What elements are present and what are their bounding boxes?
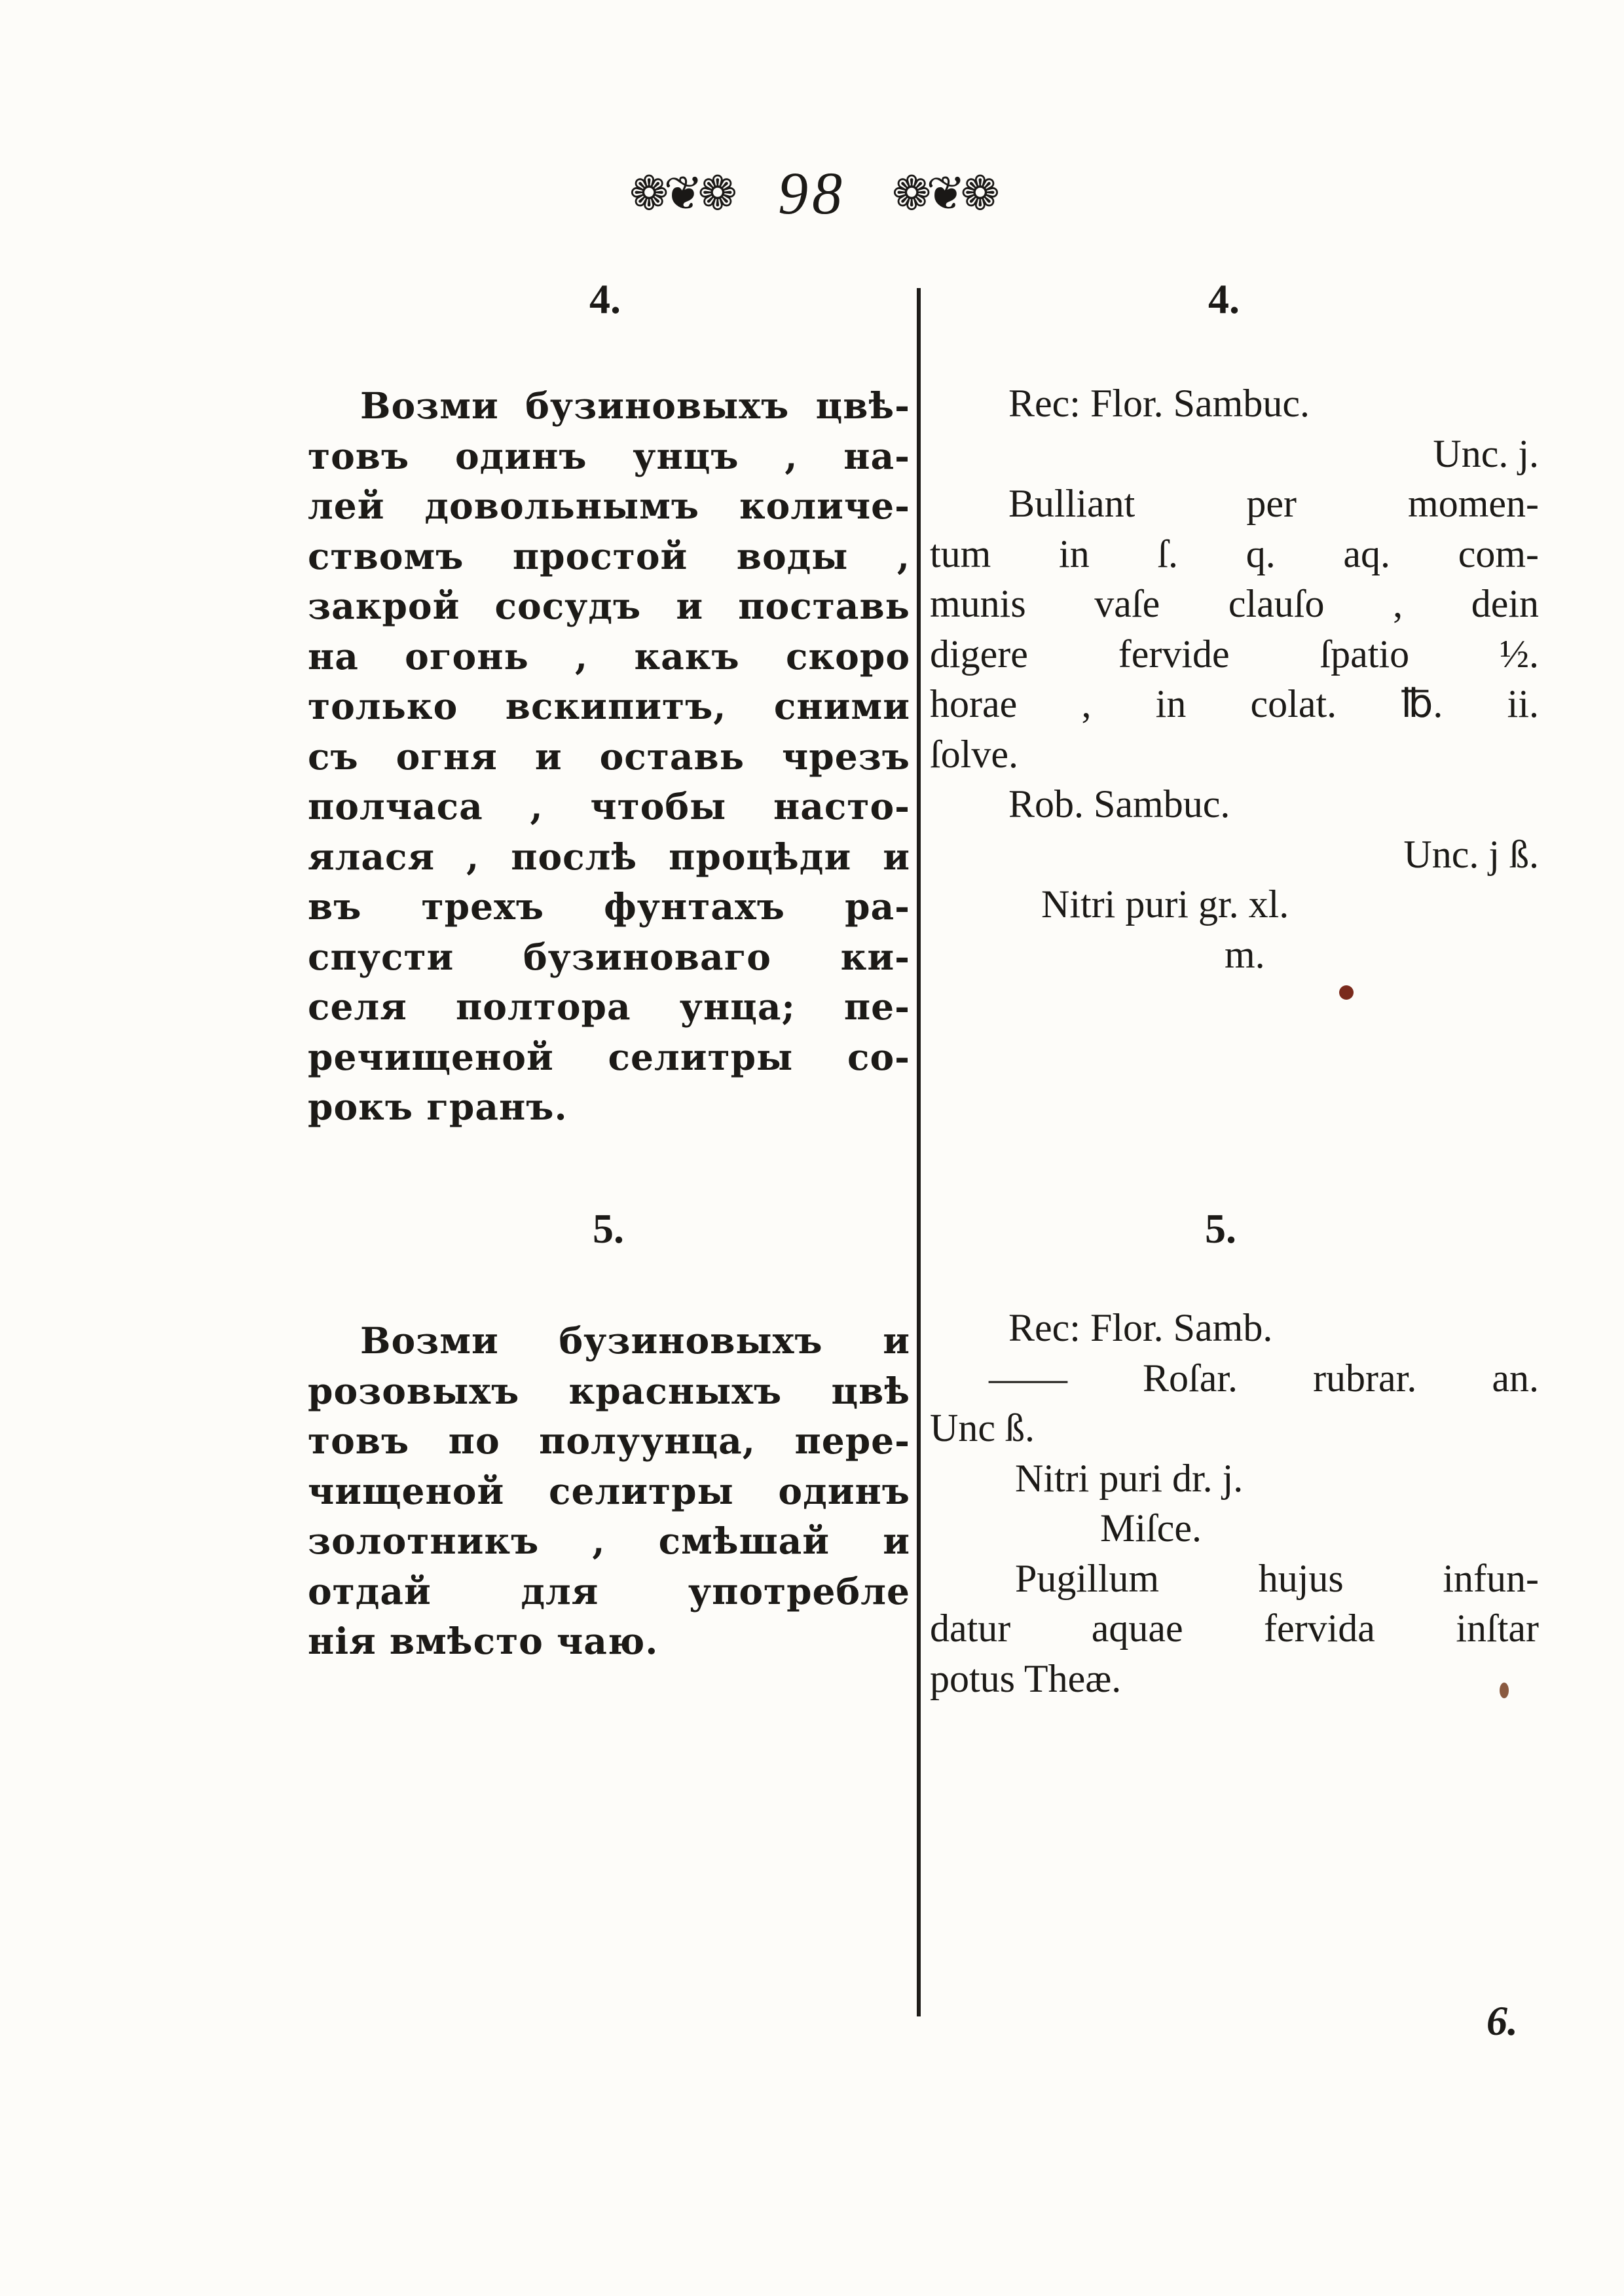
text-line: ſolve.: [930, 732, 1018, 776]
text-line: potus Theæ.: [930, 1656, 1122, 1700]
text-line: полчаса , чтобы насто-: [308, 785, 910, 828]
text-line: Bulliant per momen-: [1008, 482, 1539, 525]
text-line: Pugillum hujus infun-: [1015, 1556, 1539, 1600]
text-line: tum in ſ. q. aq. com-: [930, 532, 1539, 575]
text-line: речищеной селитры со-: [308, 1035, 910, 1078]
text-line: Возми бузиновыхъ и: [360, 1319, 910, 1362]
text-line: Возми бузиновыхъ цвѣ-: [360, 384, 910, 427]
text-line: рокъ гранъ.: [308, 1085, 568, 1128]
text-line: отдай для употребле: [308, 1569, 910, 1613]
text-line: лей довольнымъ количе-: [308, 484, 910, 527]
text-line: horae , in colat. ℔. ii.: [930, 682, 1539, 725]
text-line: только вскипитъ, сними: [308, 685, 910, 727]
text-line: datur aquae fervida inſtar: [930, 1607, 1539, 1650]
text-line: Rob. Sambuc.: [1008, 782, 1230, 826]
text-line: Unc ß.: [930, 1406, 1035, 1449]
right-section-5-number: 5.: [1205, 1205, 1236, 1252]
page-header: [0, 154, 1624, 232]
right-section-5-text: [930, 1303, 1539, 1704]
text-line: чищеной селитры одинъ: [308, 1469, 910, 1512]
text-line: товъ по полуунца, пере-: [308, 1419, 910, 1462]
text-line: розовыхъ красныхъ цвѣ: [308, 1369, 910, 1412]
ink-spot: [1500, 1683, 1509, 1698]
catchword: 6.: [1486, 1997, 1518, 2044]
text-line: —— Roſar. rubrar. an.: [989, 1356, 1539, 1400]
left-section-5-number: 5.: [593, 1205, 624, 1252]
page-number: 98: [778, 160, 846, 227]
column-divider: [917, 288, 921, 2016]
text-line: m.: [1225, 932, 1265, 976]
left-section-4-text: [308, 381, 910, 1133]
ornament-left-icon: ❁❦❁: [629, 166, 732, 221]
text-line: нія вмѣсто чаю.: [308, 1620, 659, 1662]
text-line: Unc. j ß.: [1403, 832, 1539, 876]
text-line: на огонь , какъ скоро: [308, 634, 910, 678]
text-line: ствомъ простой воды ,: [308, 534, 910, 577]
left-section-4-number: 4.: [589, 276, 621, 322]
ink-spot: [1339, 985, 1354, 1000]
left-section-5-text: [308, 1316, 910, 1667]
text-line: Rec: Flor. Samb.: [1008, 1306, 1273, 1349]
text-line: Nitri puri dr. j.: [1015, 1456, 1244, 1500]
ornament-right-icon: ❁❦❁: [892, 166, 995, 221]
text-line: munis vaſe clauſo , dein: [930, 582, 1539, 625]
text-line: закрой сосудъ и поставь: [308, 585, 910, 627]
text-line: digere fervide ſpatio ½.: [930, 632, 1539, 676]
right-section-4-number: 4.: [1208, 276, 1240, 322]
text-line: золотникъ , смѣшай и: [308, 1520, 910, 1562]
text-line: спусти бузиноваго ки-: [308, 935, 910, 978]
text-line: въ трехъ фунтахъ ра-: [308, 885, 910, 928]
text-line: ялася , послѣ процѣди и: [308, 835, 910, 878]
text-line: Rec: Flor. Sambuc.: [1008, 382, 1310, 425]
text-line: Miſce.: [1100, 1506, 1202, 1550]
text-line: товъ одинъ унцъ , на-: [308, 434, 910, 477]
text-line: Nitri puri gr. xl.: [1041, 883, 1289, 926]
text-line: Unc. j.: [1433, 431, 1539, 475]
text-line: съ огня и оставь чрезъ: [308, 735, 910, 778]
text-line: селя полтора унца; пе-: [308, 985, 910, 1028]
right-section-4-text: [930, 378, 1539, 979]
